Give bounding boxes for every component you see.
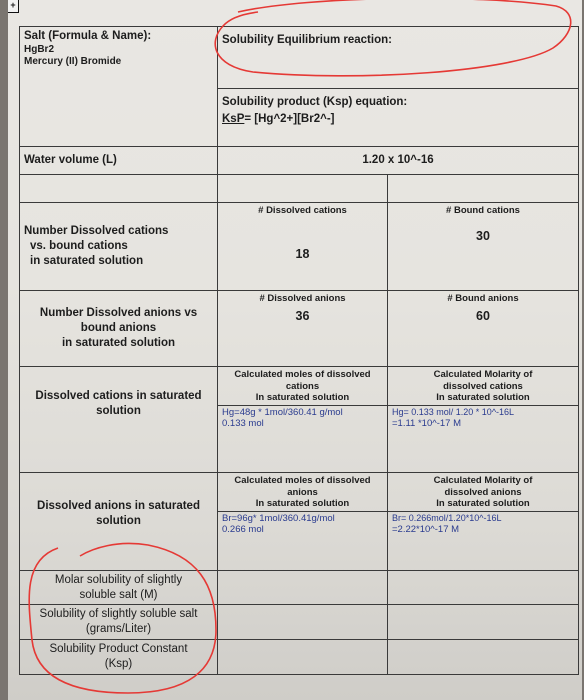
moles-header-l2: anions [287,486,318,498]
diss-cations-label-l1: Dissolved cations in saturated [35,390,202,402]
dissolved-cations-value: 18 [218,219,388,291]
anions-label-cell [20,291,218,367]
moles-header-l2: cations [285,380,320,392]
bound-cations-value: 30 [388,219,579,291]
salt-label: Salt (Formula & Name): [24,30,152,42]
diss-anions-moles-cell [218,473,388,571]
corner-mark-icon: + [8,0,19,13]
molar-solubility-l1: Molar solubility of slightly [54,574,183,586]
moles-header-l1: Calculated moles of dissolved [234,475,371,486]
blank-cell [20,175,218,203]
ksp-equation-label: Solubility product (Ksp) equation: [222,96,408,108]
table-row [20,203,579,219]
cations-label-cell [20,203,218,291]
bound-anions-value: 60 [388,307,579,367]
table-row [20,291,579,307]
solubility-table [19,26,579,675]
diss-anions-molarity-cell [388,473,579,571]
moles-header-l3: In saturated solution [218,392,387,406]
ksp-prefix: KsP [222,113,245,125]
molarity-header-l1: Calculated Molarity of [433,475,533,486]
molarity-result: =2.22*10^-17 M [392,524,460,535]
dissolved-anions-header: # Dissolved anions [218,291,388,307]
molarity-header-l2: dissolved cations [443,380,523,392]
ksp-constant-answer [218,640,388,675]
diss-anions-label-l1: Dissolved anions in saturated [37,500,200,512]
anions-label-l2: bound anions [80,322,157,334]
table-row [20,640,579,675]
moles-work: Hg=48g * 1mol/360.41 g/mol [222,406,343,418]
reaction-label: Solubility Equilibrium reaction: [222,34,392,46]
molarity-header-l3: In saturated solution [388,392,578,406]
salt-formula: HgBr2 [24,44,55,55]
table-row [20,571,579,605]
dissolved-anions-value: 36 [218,307,388,367]
cations-label-l1: Number Dissolved cations [24,225,169,237]
solubility-gpl-l1: Solubility of slightly soluble salt [39,608,198,620]
salt-cell [20,27,218,147]
molar-solubility-label [20,571,218,605]
table-row [20,147,579,175]
ksp-equation-value [222,112,574,127]
diss-cations-molarity-cell [388,367,579,473]
moles-work: Br=96g* 1mol/360.41g/mol [222,512,335,524]
diss-cations-moles-cell [218,367,388,473]
ksp-constant-label [20,640,218,675]
molarity-header-l3: In saturated solution [388,498,578,512]
reaction-cell [218,27,579,89]
table-row [20,175,579,203]
ksp-constant-l2: (Ksp) [104,658,133,670]
ksp-expression: = [Hg^2+][Br2^-] [244,113,335,125]
molarity-header-l2: dissolved anions [444,486,522,498]
solubility-gpl-l2: (grams/Liter) [85,623,152,635]
molar-solubility-answer-2 [388,571,579,605]
diss-cations-label-cell [20,367,218,473]
cations-label-l2: vs. bound cations [30,240,128,252]
diss-anions-label-l2: solution [96,515,141,527]
bound-cations-header: # Bound cations [388,203,579,219]
bound-anions-header: # Bound anions [388,291,579,307]
water-volume-value: 1.20 x 10^-16 [218,147,579,175]
ksp-constant-answer-2 [388,640,579,675]
table-row [20,27,579,89]
solubility-gpl-label [20,605,218,640]
molarity-header-l1: Calculated Molarity of [433,369,533,380]
worksheet-page [8,0,582,700]
solubility-gpl-answer-2 [388,605,579,640]
diss-cations-label-l2: solution [96,405,141,417]
molarity-work: Hg= 0.133 mol/ 1.20 * 10^-16L [392,406,515,417]
diss-anions-label-cell [20,473,218,571]
molarity-work: Br= 0.266mol/1.20*10^-16L [392,512,502,523]
molarity-result: =1.11 *10^-17 M [392,418,461,429]
cations-label-l3: in saturated solution [30,255,144,267]
salt-name: Mercury (II) Bromide [24,56,122,67]
moles-header-l3: In saturated solution [218,498,387,512]
ksp-constant-l1: Solubility Product Constant [49,643,188,655]
moles-header-l1: Calculated moles of dissolved [234,369,371,380]
water-volume-label: Water volume (L) [20,147,218,175]
solubility-gpl-answer [218,605,388,640]
table-row [20,367,579,473]
anions-label-l3: in saturated solution [61,337,176,349]
molar-solubility-l2: soluble salt (M) [79,589,158,601]
moles-result: 0.266 mol [222,524,264,535]
table-row [20,473,579,571]
molar-solubility-answer [218,571,388,605]
moles-result: 0.133 mol [222,418,264,429]
blank-cell [218,175,388,203]
ksp-equation-cell [218,89,579,147]
anions-label-l1: Number Dissolved anions vs [39,307,198,319]
blank-cell [388,175,579,203]
dissolved-cations-header: # Dissolved cations [218,203,388,219]
table-row [20,605,579,640]
